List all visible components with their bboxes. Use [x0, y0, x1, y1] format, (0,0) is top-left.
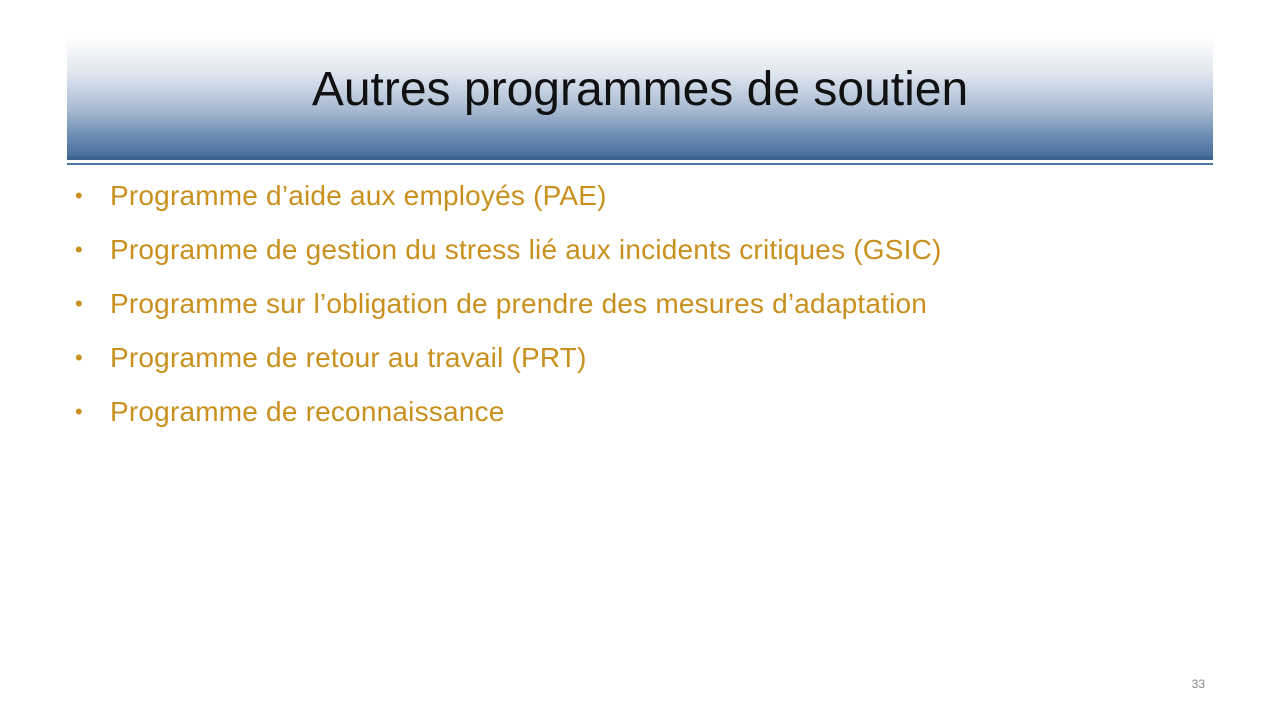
bullet-item [72, 282, 1212, 336]
bullet-icon: • [75, 399, 83, 424]
bullet-text: Programme sur l’obligation de prendre des mesures d’adaptation [110, 288, 928, 319]
page-number: 33 [1191, 677, 1205, 691]
bullet-item [72, 228, 1212, 282]
bullet-item [72, 336, 1212, 390]
bullet-icon: • [75, 183, 83, 208]
bullet-text: Programme d’aide aux employés (PAE) [110, 180, 607, 211]
bullet-list [72, 174, 1212, 444]
bullet-icon: • [75, 345, 83, 370]
bullet-icon: • [75, 237, 83, 262]
title-divider [67, 156, 1213, 160]
bullet-text: Programme de retour au travail (PRT) [110, 342, 587, 373]
slide-title: Autres programmes de soutien [311, 63, 969, 116]
title-divider-thin [67, 163, 1213, 165]
bullet-item [72, 174, 1212, 228]
bullet-text: Programme de reconnaissance [110, 396, 505, 427]
bullet-item [72, 390, 1212, 444]
bullet-text: Programme de gestion du stress lié aux incidents critiques (GSIC) [110, 234, 942, 265]
bullet-icon: • [75, 291, 83, 316]
